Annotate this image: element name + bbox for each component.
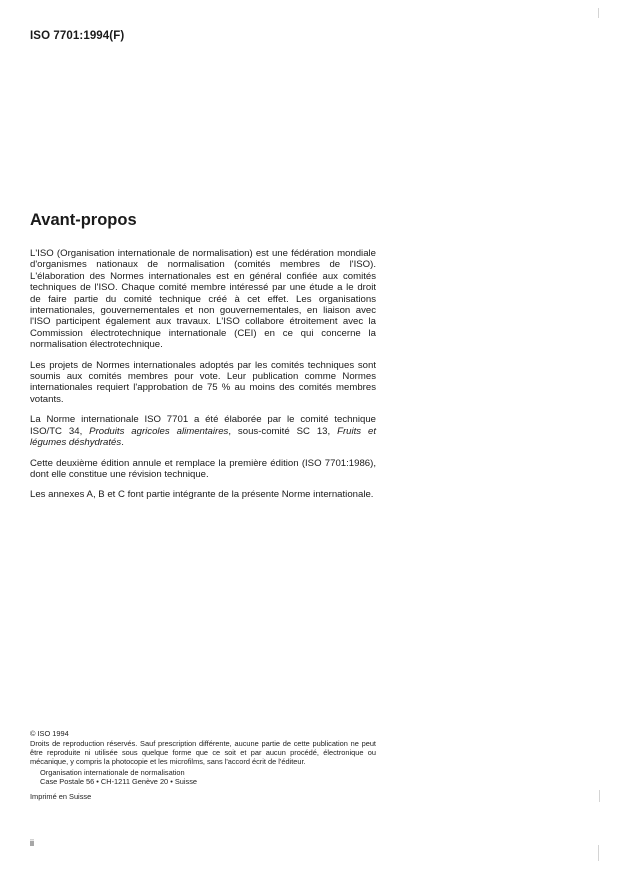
organisation-address: [40, 768, 376, 786]
paragraph-voting: Les projets de Normes internationales adoptés par les comités techniques sont soumis aux comités membres pour vote. Leur publication comme Normes internationales requiert l'approbation de 75 % au moins des comités membres votants.: [30, 359, 376, 405]
paragraph-annexes: Les annexes A, B et C font partie intégrante de la présente Norme internationale.: [30, 489, 374, 501]
paragraph-committee: [30, 414, 376, 448]
scan-edge-mark: [598, 845, 599, 861]
organisation-name: Organisation internationale de normalisation: [40, 768, 185, 777]
scan-edge-mark: [599, 790, 600, 802]
foreword-body: [30, 248, 376, 510]
postal-address: Case Postale 56 • CH-1211 Genève 20 • Suisse: [40, 777, 198, 786]
printed-in: Imprimé en Suisse: [30, 792, 92, 801]
copyright-line: © ISO 1994: [30, 729, 69, 738]
committee-text-middle: , sous-comité SC 13,: [228, 425, 338, 437]
copyright-block: [30, 729, 376, 801]
paragraph-iso-overview: L'ISO (Organisation internationale de normalisation) est une fédération mondiale d'organismes nationaux de normalisation (comités membres de l'ISO). L'élaboration des Normes internationales est en général confiée aux comités techniques de l'ISO. Chaque comité membre intéressé par une étude a le droit de faire partie du comité technique créé à cet effet. Les organisations internationales, gouvernementales et non gouvernementales, en liaison avec l'ISO participent également aux travaux. L'ISO collabore étroitement avec la Commission électrotechnique internationale (CEI) en ce qui concerne la normalisation électrotechnique.: [30, 248, 376, 351]
page-number: ii: [30, 838, 34, 848]
rights-notice: Droits de reproduction réservés. Sauf prescription différente, aucune partie de cette publication ne peut être reproduite ni utilisée sous quelque forme que ce soit et par aucun procédé, électronique ou mécanique, y compris la photocopie et les microfilms, sans l'accord écrit de l'éditeur.: [30, 739, 376, 766]
committee-text-start: La Norme internationale ISO 7701 a été élaborée par le comité technique ISO/TC 34,: [30, 414, 376, 437]
subcommittee-name: Fruits et légumes déshydratés: [30, 425, 377, 449]
scan-edge-mark: [598, 8, 599, 18]
committee-name: Produits agricoles alimentaires: [89, 425, 229, 437]
section-title: Avant-propos: [30, 211, 137, 229]
document-reference: ISO 7701:1994(F): [30, 30, 125, 42]
committee-text-end: .: [121, 437, 124, 449]
paragraph-edition: Cette deuxième édition annule et remplace la première édition (ISO 7701:1986), dont elle constitue une révision technique.: [30, 457, 376, 480]
